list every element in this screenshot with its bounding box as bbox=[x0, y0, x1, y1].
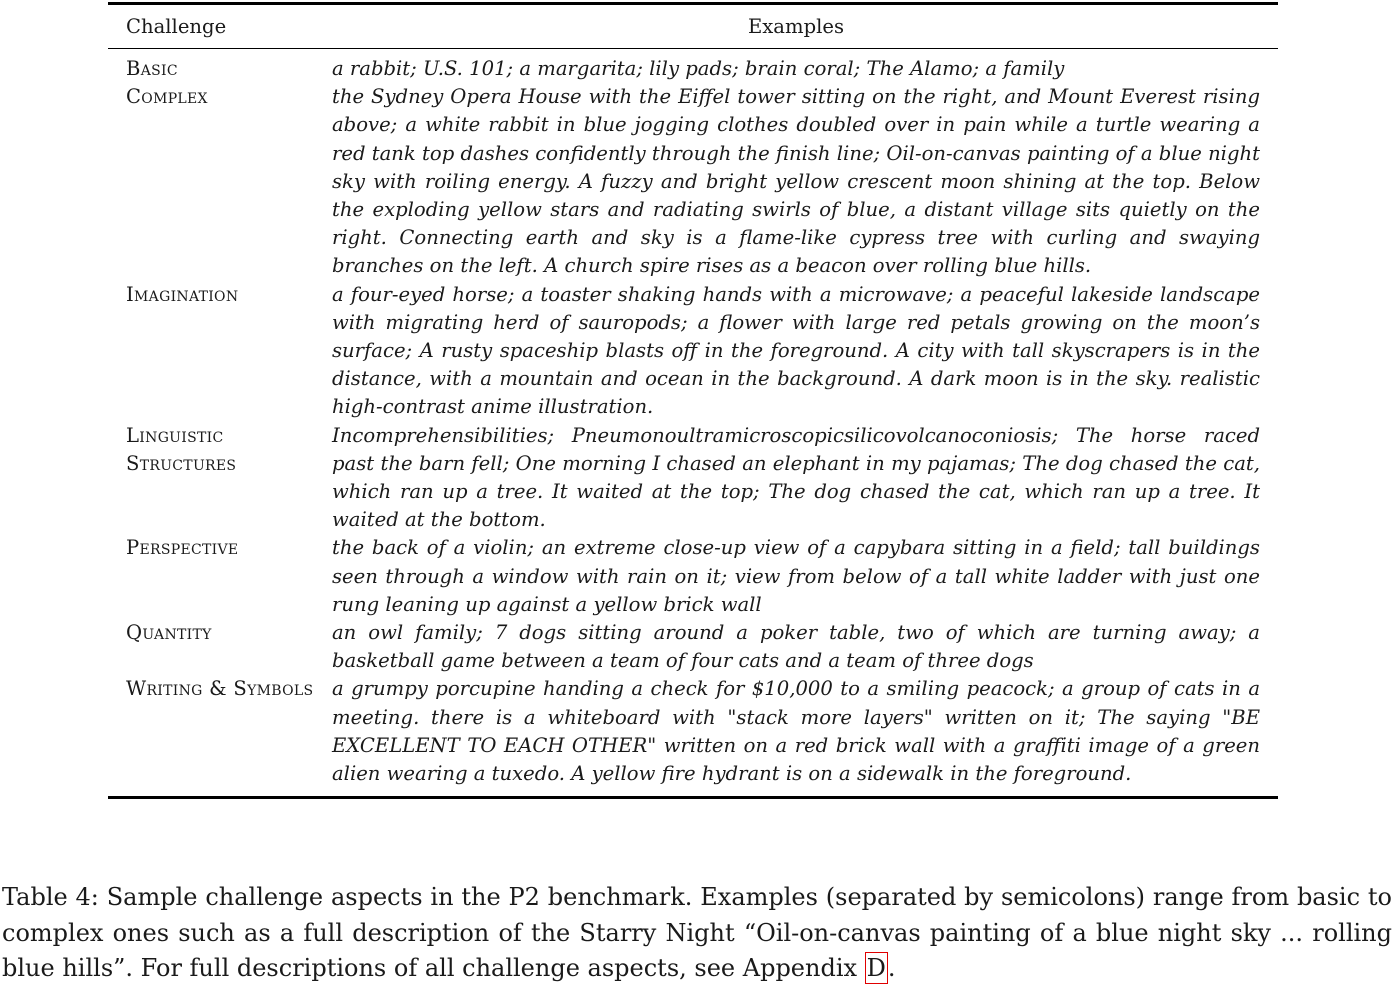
appendix-link[interactable]: D bbox=[866, 954, 886, 982]
challenge-name: Basic bbox=[126, 57, 178, 80]
challenge-name: Imagination bbox=[126, 282, 239, 306]
challenge-examples: the Sydney Opera House with the Eiffel tower sitting on the right, and Mount Everest rising above; a white rabbit in blue jogging clothes doubled over in pain while a turtle wearing a red tank top dashes confidently through the finish line; Oil-on-canvas painting of a blue night sky with roiling energy. A fuzzy and bright yellow crescent moon shining at the top. Below the exploding yellow stars and radiating swirls of blue, a distant village sits quietly on the right. Connecting earth and sky is a flame-like cypress tree with curling and swaying branches on the left. A church spire rises as a beacon over rolling blue hills. bbox=[332, 85, 1260, 278]
challenge-name: Linguistic Structures bbox=[126, 423, 237, 475]
table-row bbox=[108, 534, 1278, 619]
table-row bbox=[108, 83, 1278, 280]
examples-column-header: Examples bbox=[747, 15, 845, 38]
challenge-examples: the back of a violin; an extreme close-up view of a capybara sitting in a field; tall buildings seen through a window with rain on it; view from below of a tall white ladder with just one rung leaning up against a yellow brick wall bbox=[332, 536, 1260, 616]
table-header-row bbox=[108, 4, 1278, 49]
challenge-examples: a rabbit; U.S. 101; a margarita; lily pads; brain coral; The Alamo; a family bbox=[332, 57, 1065, 80]
table-row bbox=[108, 49, 1278, 84]
challenge-name: Perspective bbox=[126, 536, 239, 560]
challenge-name: Writing & Symbols bbox=[126, 677, 314, 701]
table-row bbox=[108, 281, 1278, 422]
table-row bbox=[108, 422, 1278, 535]
challenge-examples: Incomprehensibilities; Pneumonoultramicroscopicsilicovolcanoconiosis; The horse raced past the barn fell; One morning I chased an elephant in my pajamas; The dog chased the cat, which ran up a tree. It waited at the top; The dog chased the cat, which ran up a tree. It waited at the bottom. bbox=[332, 423, 1260, 532]
challenge-column-header: Challenge bbox=[126, 15, 227, 38]
challenge-examples: an owl family; 7 dogs sitting around a poker table, two of which are turning away; a basketball game between a team of four cats and a team of three dogs bbox=[332, 621, 1260, 673]
table-caption bbox=[2, 880, 1392, 987]
challenge-examples: a four-eyed horse; a toaster shaking hands with a microwave; a peaceful lakeside landscape with migrating herd of sauropods; a flower with large red petals growing on the moon’s surface; A rusty spaceship blasts off in the foreground. A city with tall skyscrapers is in the distance, with a mountain and ocean in the background. A dark moon is in the sky. realistic high-contrast anime illustration. bbox=[332, 282, 1260, 419]
challenge-examples: a grumpy porcupine handing a check for $10,000 to a smiling peacock; a group of cats in a meeting. there is a whiteboard with "stack more layers" written on it; The saying "BE EXCELLENT TO EACH OTHER" written on a red brick wall with a graffiti image of a green alien wearing a tuxedo. A yellow fire hydrant is on a sidewalk in the foreground. bbox=[332, 677, 1260, 786]
caption-text: Table 4: Sample challenge aspects in the P2 benchmark. Examples (separated by semicolons) range from basic to complex ones such as a full description of the Starry Night “Oil-on-canvas painting of a blue night sky ... rolling blue hills”. For full descriptions of all challenge aspects, see Appendix bbox=[2, 883, 1392, 982]
challenge-table bbox=[108, 2, 1278, 799]
challenge-name: Quantity bbox=[126, 621, 212, 645]
table-row bbox=[108, 675, 1278, 797]
table-row bbox=[108, 619, 1278, 675]
challenge-table-container bbox=[108, 2, 1278, 799]
challenge-name: Complex bbox=[126, 85, 208, 109]
caption-end: . bbox=[887, 954, 896, 982]
